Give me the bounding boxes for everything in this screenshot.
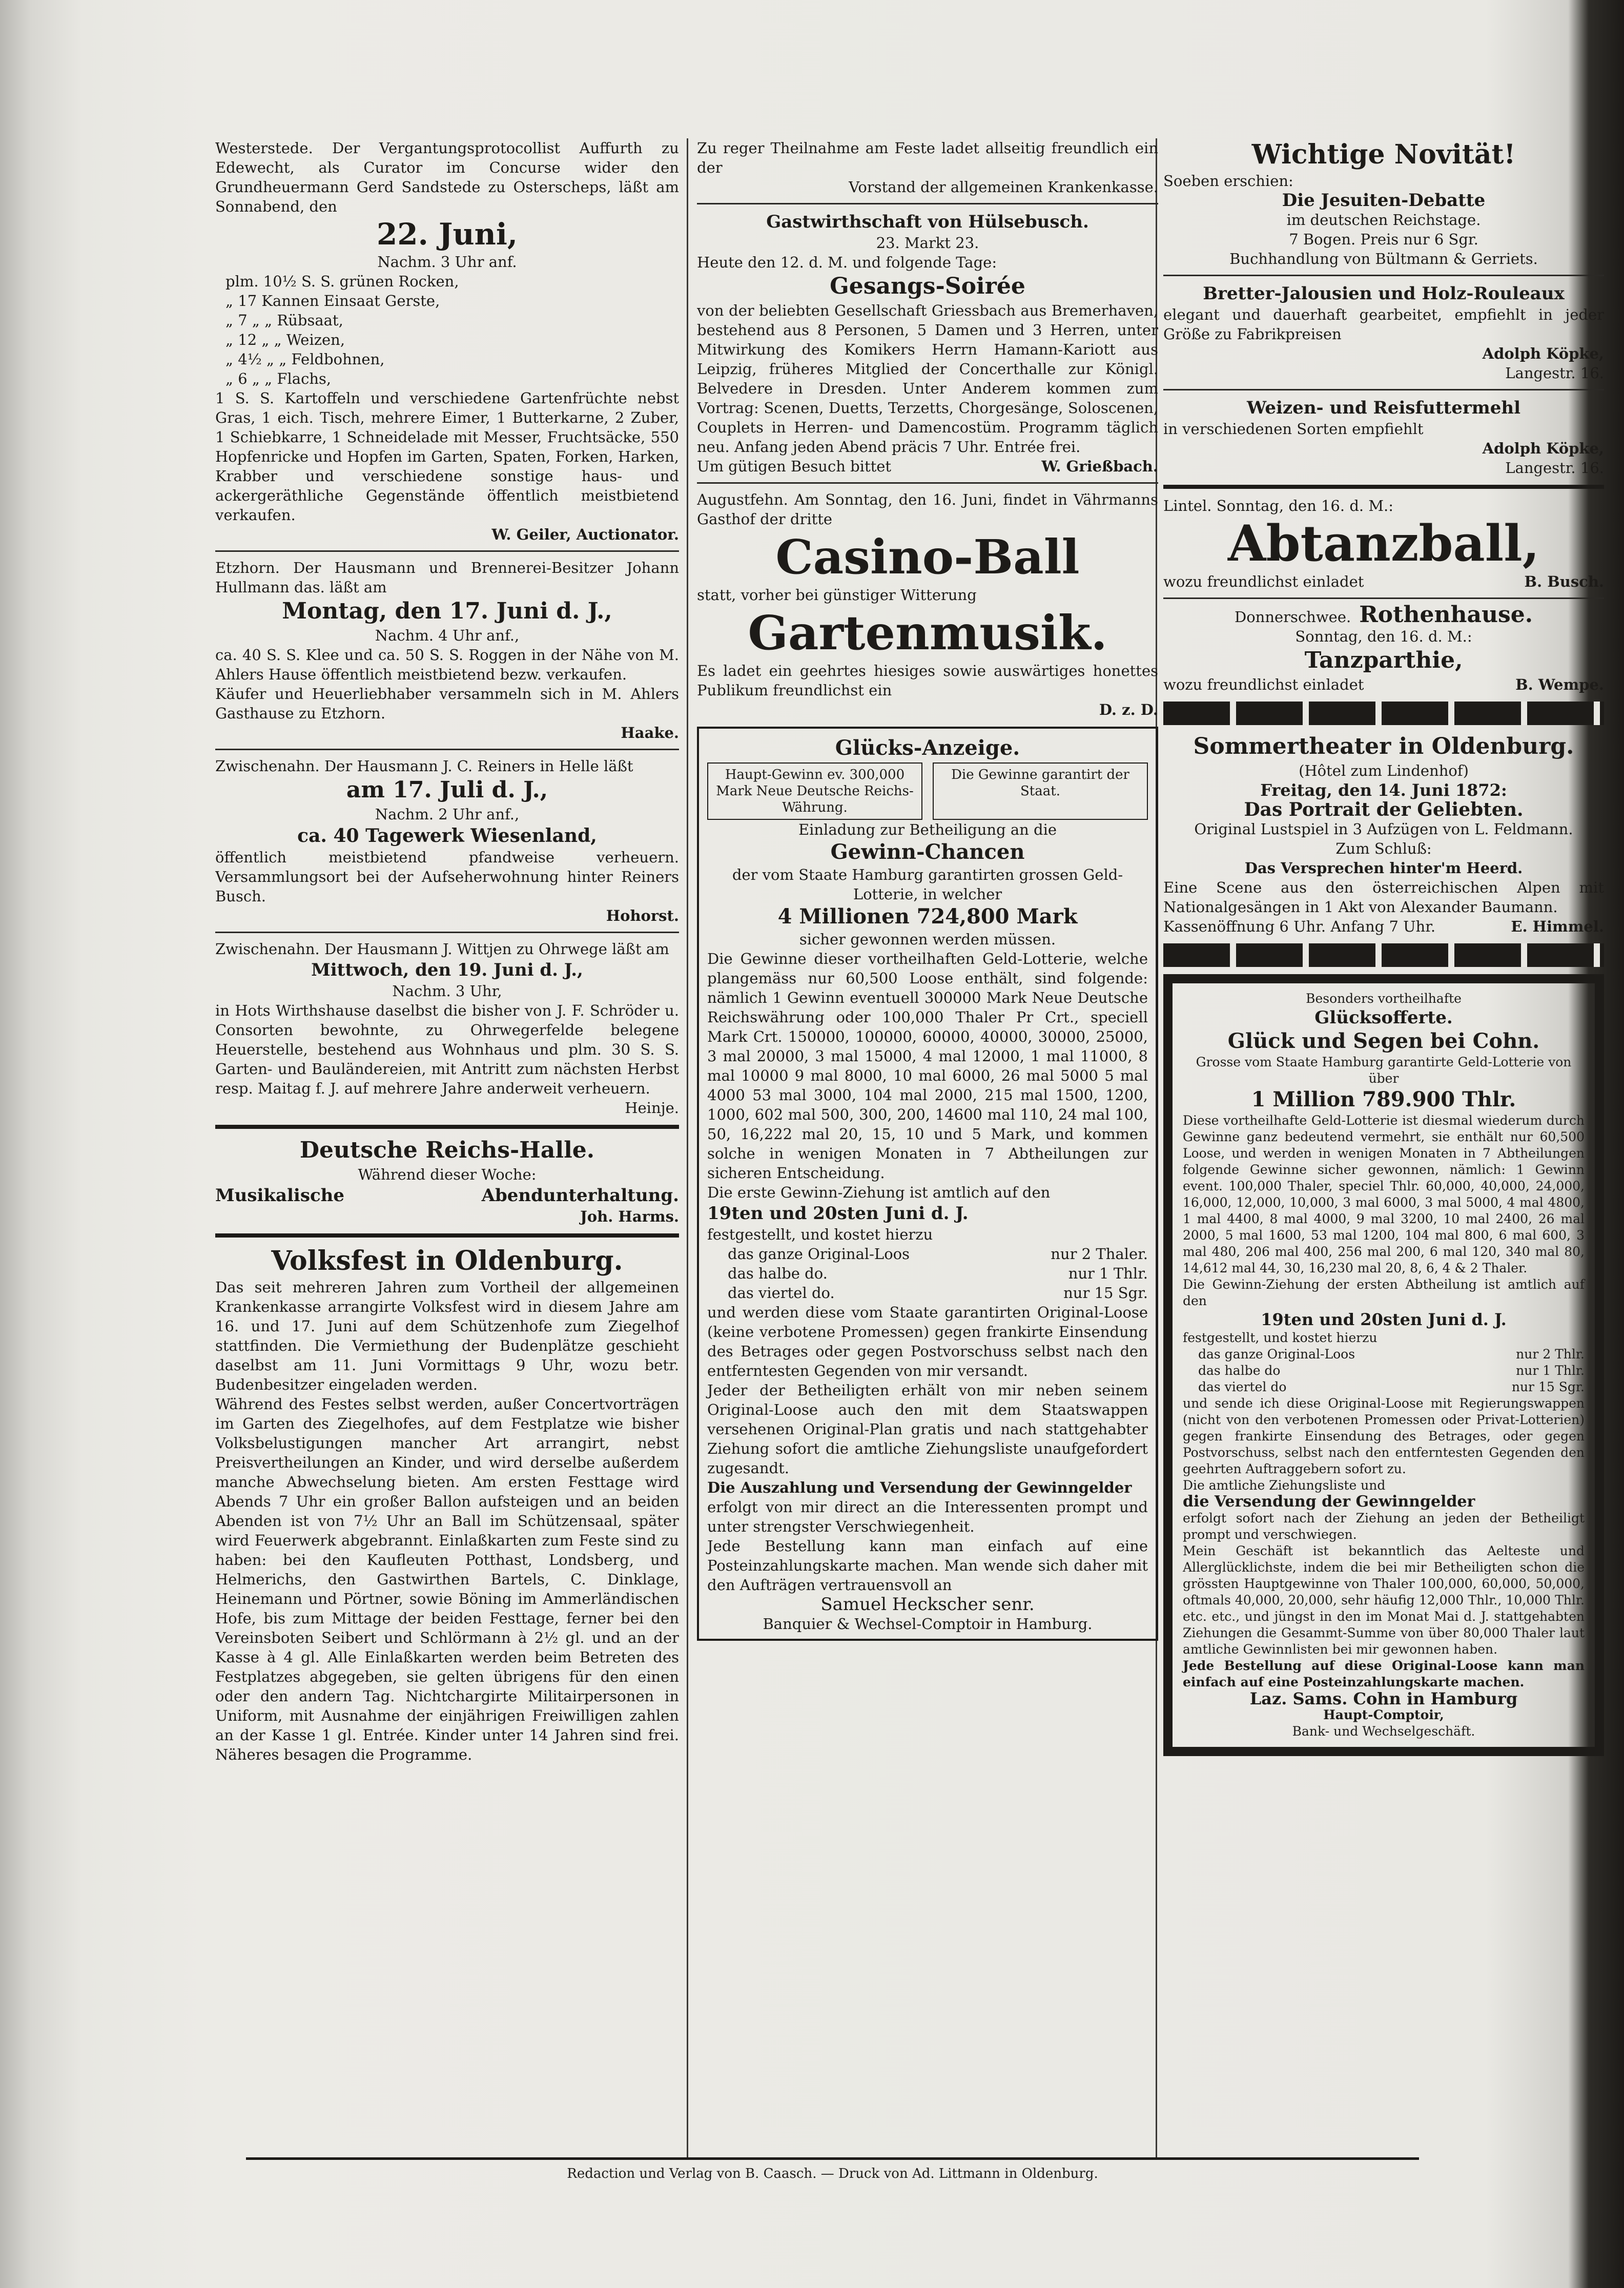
rothenhause-ad (1163, 602, 1604, 694)
ad-signature: Heinje. (625, 1099, 679, 1117)
ad-date: Sonntag, den 16. d. M.: (1295, 628, 1472, 645)
column-3 (1163, 138, 1604, 2155)
list-item: „ 4½ „ „ Feldbohnen, (225, 351, 385, 368)
list-item: „ 6 „ „ Flachs, (225, 370, 332, 387)
ad-intro: Heute den 12. d. M. und folgende Tage: (697, 254, 997, 271)
price-value: nur 15 Sgr. (1511, 1379, 1585, 1394)
lottery-ad-heckscher (697, 727, 1158, 1641)
ad-signature: W. Grießbach. (1041, 458, 1158, 475)
column-1 (215, 138, 679, 2155)
ad-body: Die Gewinn-Ziehung der ersten Abtheilung ist amtlich auf den (1183, 1277, 1585, 1308)
ad-body: erfolgt von mir direct an die Interessenten prompt und unter strengster Verschwiegenheit. (707, 1498, 1148, 1535)
ad-headline: Gesangs-Soirée (830, 273, 1025, 299)
divider (215, 1125, 679, 1129)
divider (1163, 597, 1604, 599)
ad-body: Die Auszahlung und Versendung der Gewinngelder (707, 1479, 1132, 1496)
ad-body: Während des Festes selbst werden, außer Concertvorträgen im Garten des Ziegelhofes, auf dem Festplatze wie bisher Volksbelustigungen mancher Art arrangirt, nebst Preisvertheilungen an Kinder, und wird derselbe außerdem manche Abwechselung bieten. Am ersten Festtage wird Abends 7 Uhr ein großer Ballon aufsteigen und an beiden Abenden ist von 7½ Uhr an Ball im Schützensaal, später wird Feuerwerk abgebrannt. Einlaßkarten zum Feste sind zu haben: bei den Kaufleuten Potthast, Londsberg, und Helmerichs, den Gastwirthen Bartels, C. Dinklage, Heinemann und Pörtner, sowie Böning im Ammerländischen Hofe, bis zum Mittage der beiden Festtage, ferner bei den Vereinsboten Seibert und Schlörmann à 2½ gl. und an der Kasse à 4 gl. Alle Einlaßkarten werden beim Betreten des Festplatzes abgegeben, sie gelten übrigens für den einen oder den andern Tag. Nichtchargirte Militairpersonen in Uniform, mit Ausnahme der einjährigen Freiwilligen zahlen an der Kasse 1 gl. Entrée. Kinder unter 14 Jahren sind frei. Näheres besagen die Programme. (215, 1395, 679, 1763)
ad-headline: Gewinn-Chancen (830, 840, 1025, 864)
ad-play: Das Versprechen hinter'm Heerd. (1244, 859, 1523, 877)
price-row (707, 1244, 1148, 1264)
ad-headline: Gartenmusik. (748, 605, 1107, 661)
augustfehn-ad (697, 490, 1158, 719)
price-label: das ganze Original-Loos (728, 1245, 910, 1263)
ad-date: 22. Juni, (376, 217, 518, 252)
ad-date: Mittwoch, den 19. Juni d. J., (311, 960, 583, 980)
divider (1163, 485, 1604, 489)
ad-signature-row (1163, 675, 1604, 694)
info-boxes (707, 762, 1148, 820)
price-label: das viertel do. (728, 1284, 835, 1302)
ad-body: die Versendung der Gewinngelder (1183, 1493, 1475, 1511)
ad-signature: Laz. Sams. Cohn in Hamburg (1249, 1689, 1518, 1708)
price-label: das halbe do (1198, 1363, 1281, 1378)
ad-headline: Tanzparthie, (1304, 647, 1463, 673)
price-row (707, 1264, 1148, 1283)
ad-body: und sende ich diese Original-Loose mit Regierungswappen (nicht von den verbotenen Promessen oder Privat-Lotterien) gegen frankirte Einsendung des Betrages, oder gegen Postvorschuss, selbst nach den entferntesten Gegenden den geehrten Auftraggebern sofort zu. (1183, 1396, 1585, 1476)
ad-body: Mein Geschäft ist bekanntlich das Aelteste und Allerglücklichste, indem die bei mir Betheiligten schon die grössten Hauptgewinne von Thaler 100,000, 60,000, 50,000, oftmals 40,000, 20,000, sehr häufig 12,000 Thlr., 10,000 Thlr. etc. etc., und jüngst in den im Monat Mai d. J. stattgehabten Ziehungen die Gesammt-Summe von über 80,000 Thaler laut amtliche Gewinnlisten bei mir gewonnen haben. (1183, 1543, 1585, 1657)
volksfest-invite (697, 138, 1158, 197)
price-value: nur 1 Thlr. (1516, 1363, 1585, 1378)
huelsebusch-ad (697, 211, 1158, 476)
ad-signature-row (1163, 572, 1604, 591)
auction-zwischenahn-1 (215, 756, 679, 925)
ad-date: 19ten und 20sten Juni d. J. (707, 1203, 969, 1224)
ad-text: Zu reger Theilnahme am Feste ladet allseitig freundlich ein der (697, 139, 1158, 176)
ad-time: Nachm. 3 Uhr anf. (377, 253, 517, 271)
price-value: nur 15 Sgr. (1063, 1284, 1148, 1302)
ad-body: 1 S. S. Kartoffeln und verschiedene Gartenfrüchte nebst Gras, 1 eich. Tisch, mehrere Eimer, 1 Butterkarne, 2 Zuber, 1 Schiebkarre, 1 Schneidelade mit Messer, Fruchtsäcke, 550 Hopfenricke und Hopfen im Garten, Spaten, Forken, Harken, Krabber und verschiedene sonstige haus- und ackergeräthliche Gegenstände öffentlich meistbietend verkaufen. (215, 389, 679, 524)
abtanzball-ad (1163, 496, 1604, 591)
price-row (1183, 1346, 1585, 1363)
ad-sub: Grosse vom Staate Hamburg garantirte Geld-Lotterie von über (1196, 1055, 1572, 1086)
futtermehl-ad (1163, 397, 1604, 478)
ad-signature: Adolph Köpke, (1482, 345, 1604, 362)
ad-amount: 4 Millionen 724,800 Mark (777, 904, 1078, 929)
ad-item: ca. 40 Tagewerk Wiesenland, (297, 825, 597, 847)
divider (1163, 275, 1604, 276)
ad-text: Zwischenahn. Der Hausmann J. C. Reiners in Helle läßt (215, 757, 633, 775)
ad-body: in verschiedenen Sorten empfiehlt (1163, 420, 1424, 438)
sommertheater-ad (1163, 732, 1604, 936)
ad-title: Bretter-Jalousien und Holz-Rouleaux (1203, 283, 1565, 304)
ad-signature: Haupt-Comptoir, (1323, 1707, 1444, 1722)
ad-sub: Zum Schluß: (1335, 840, 1432, 857)
ad-signature: W. Geiler, Auctionator. (491, 526, 679, 543)
ad-body: Jede Bestellung kann man einfach auf eine Posteinzahlungskarte machen. Man wende sich daher mit den Aufträgen vertrauensvoll an (707, 1537, 1148, 1594)
ad-text: Westerstede. Der Vergantungsprotocollist Auffurth zu Edewecht, als Curator im Concurse wider den Grundheuermann Gerd Sandstede zu Osterscheps, läßt am Sonnabend, den (215, 139, 679, 215)
ad-title: Wichtige Novität! (1251, 139, 1516, 170)
ad-body: Die amtliche Ziehungsliste und (1183, 1478, 1386, 1493)
ad-body: ca. 40 S. S. Klee und ca. 50 S. S. Roggen in der Nähe von M. Ahlers Hause öffentlich meistbietend bezw. verkaufen. (215, 646, 679, 683)
ad-title: Gastwirthschaft von Hülsebusch. (766, 212, 1089, 232)
volksfest-ad (215, 1245, 679, 1764)
ad-signature: Vorstand der allgemeinen Krankenkasse. (849, 178, 1158, 196)
ad-time: Nachm. 3 Uhr, (392, 982, 502, 1000)
ad-time: Nachm. 2 Uhr anf., (375, 806, 520, 823)
ad-intro: Einladung zur Betheiligung an die (798, 821, 1057, 838)
ornamental-border (1163, 702, 1604, 725)
price-row (707, 1283, 1148, 1303)
ad-body: festgestellt, und kostet hierzu (1183, 1330, 1378, 1345)
jalousien-ad (1163, 282, 1604, 383)
ad-title: Weizen- und Reisfuttermehl (1246, 398, 1521, 418)
ad-body: Jede Bestellung auf diese Original-Loose kann man einfach auf eine Posteinzahlungskarte machen. (1183, 1658, 1585, 1689)
ad-body: elegant und dauerhaft gearbeitet, empfiehlt in jeder Größe zu Fabrikpreisen (1163, 306, 1604, 343)
ad-book-sub: im deutschen Reichstage. (1286, 211, 1481, 229)
lottery-ad-cohn (1163, 974, 1604, 1756)
ad-signature: Adolph Köpke, (1482, 440, 1604, 457)
ad-body: Eine Scene aus den österreichischen Alpen mit Nationalgesängen in 1 Akt von Alexander Baumann. (1163, 879, 1604, 916)
ad-body: erfolgt sofort nach der Ziehung an jeden der Betheiligt prompt und verschwiegen. (1183, 1511, 1585, 1542)
ad-sub: der vom Staate Hamburg garantirten grossen Geld-Lotterie, in welcher (732, 866, 1123, 903)
ad-sub: (Hôtel zum Lindenhof) (1299, 762, 1469, 779)
ad-body: in Hots Wirthshause daselbst die bisher von J. F. Schröder u. Consorten bewohnte, zu Ohrwegerfelde belegene Heuerstelle, bestehend aus Wohnhaus und plm. 30 S. S. Garten- und Bauländereien, mit Antritt zum nächsten Herbst resp. Maitag f. J. auf mehrere Jahre anderweit verheuern. (215, 1002, 679, 1097)
ad-headline (215, 1184, 679, 1207)
ad-body: Käufer und Heuerliebhaber versammeln sich in M. Ahlers Gasthause zu Etzhorn. (215, 685, 679, 722)
ad-invite: wozu freundlichst einladet (1163, 676, 1364, 693)
ad-address: Langestr. 16. (1505, 459, 1604, 477)
ad-book: Die Jesuiten-Debatte (1282, 190, 1486, 211)
ad-text: Augustfehn. Am Sonntag, den 16. Juni, findet in Vährmanns Gasthof der dritte (697, 491, 1158, 528)
ad-signature: Samuel Heckscher senr. (820, 1594, 1035, 1615)
divider (697, 203, 1158, 204)
ad-subtitle: Während dieser Woche: (358, 1166, 537, 1183)
ad-title: Glücks-Anzeige. (835, 736, 1020, 760)
column-rule-1 (687, 138, 688, 2157)
ad-headline: Casino-Ball (775, 529, 1080, 585)
ad-body: Jeder der Betheiligten erhält von mir neben seinem Original-Loose auch den mit dem Staatswappen versehenen Original-Plan gratis und nach stattgehabter Ziehung sofort die amtliche Ziehungsliste unaufgefordert zugesandt. (707, 1382, 1148, 1477)
divider (215, 932, 679, 933)
column-2 (697, 138, 1158, 2155)
ad-body: festgestellt, und kostet hierzu (707, 1226, 933, 1243)
list-item: „ 12 „ „ Weizen, (225, 331, 345, 348)
info-box: Die Gewinne garantirt der Staat. (933, 762, 1148, 820)
ad-price: 7 Bogen. Preis nur 6 Sgr. (1289, 231, 1478, 248)
ad-text: Etzhorn. Der Hausmann und Brennerei-Besitzer Johann Hullmann das. läßt am (215, 559, 679, 596)
ad-date: am 17. Juli d. J., (346, 777, 548, 803)
auction-etzhorn (215, 558, 679, 743)
ad-headline-right: Abendunterhaltung. (481, 1185, 679, 1206)
ad-body: Die Gewinne dieser vortheilhaften Geld-Lotterie, welche plangemäss nur 60,500 Loose enthält, sind folgende: nämlich 1 Gewinn eventuell 300000 Mark Neue Deutsche Reichswährung oder 100,000 Thaler Pr Crt., speciell Mark Crt. 150000, 100000, 60000, 40000, 30000, 25000, 3 mal 20000, 3 mal 15000, 4 mal 12000, 1 mal 11000, 8 mal 10000 9 mal 8000, 10 mal 6000, 26 mal 5000 5 mal 4000 53 mal 3000, 104 mal 2000, 215 mal 1500, 1200, 1000, 602 mal 500, 300, 200, 14600 mal 110, 24 mal 100, 50, 16,222 mal 20, 15, 10 und 5 Mark, und kommen solche in wenigen Monaten in 7 Abtheilungen zur sicheren Entscheidung. (707, 950, 1148, 1182)
ad-signature-row (697, 457, 1158, 476)
ad-signature: B. Busch. (1524, 573, 1604, 590)
ad-signature: D. z. D. (1099, 701, 1158, 718)
ornamental-border (1163, 943, 1604, 967)
ad-body: und werden diese vom Staate garantirten Original-Loose (keine verbotene Promessen) gegen frankirte Einsendung des Betrages oder gegen Postvorschuss selbst nach den entferntesten Gegenden von mir versandt. (707, 1304, 1148, 1379)
ad-date: Montag, den 17. Juni d. J., (282, 598, 612, 624)
price-row (1183, 1379, 1585, 1395)
ad-body: von der beliebten Gesellschaft Griessbach aus Bremerhaven, bestehend aus 8 Personen, 5 Damen und 3 Herren, unter Mitwirkung des Komikers Herrn Hamann-Kariott aus Leipzig, früheres Mitglied der Concerthalle zur Königl. Belvedere in Dresden. Unter Anderem kommen zum Vortrag: Scenen, Duetts, Terzetts, Chorgesänge, Soloscenen, Couplets in Herren- und Damencostüm. Programm täglich neu. Anfang jeden Abend präcis 7 Uhr. Entrée frei. (697, 302, 1158, 456)
ad-sub: Soeben erschien: (1163, 172, 1293, 190)
item-list (215, 272, 679, 388)
list-item: plm. 10½ S. S. grünen Rocken, (225, 273, 459, 290)
ad-title: Deutsche Reichs-Halle. (299, 1137, 595, 1163)
info-box: Haupt-Gewinn ev. 300,000 Mark Neue Deutsche Reichs-Währung. (707, 762, 922, 820)
ad-address: Langestr. 16. (1505, 364, 1604, 382)
ad-title: Volksfest in Oldenburg. (271, 1245, 623, 1276)
ad-place: Donnerschwee. (1234, 608, 1351, 626)
price-label: das halbe do. (728, 1265, 828, 1282)
ad-invite: wozu freundlichst einladet (1163, 573, 1364, 590)
ad-body: Diese vortheilhafte Geld-Lotterie ist diesmal wiederum durch Gewinne ganz bedeutend vermehrt, sie enthält nur 60,500 Loose, und werden in wenigen Monaten in 7 Abtheilungen folgende Gewinne sicher gewonnen, nämlich: 1 Gewinn event. 100,000 Thaler, speciel Thlr. 60,000, 40,000, 24,000, 16,000, 12,000, 10,000, 3 mal 6000, 3 mal 5000, 4 mal 4800, 1 mal 4400, 8 mal 4000, 9 mal 3200, 10 mal 2400, 26 mal 2000, 5 mal 1600, 53 mal 1200, 104 mal 800, 6 mal 600, 3 mal 480, 206 mal 400, 256 mal 200, 6 mal 120, 340 mal 80, 14,612 mal 44, 30, 16,230 mal 20, 8, 6, 4 & 2 Thaler. (1183, 1113, 1585, 1275)
ad-signature: B. Wempe. (1515, 676, 1604, 693)
ad-title: Sommertheater in Oldenburg. (1193, 733, 1574, 759)
price-row (1183, 1363, 1585, 1379)
price-value: nur 2 Thaler. (1051, 1245, 1148, 1263)
ad-body: Die erste Gewinn-Ziehung ist amtlich auf den (707, 1184, 1051, 1201)
ad-time: Nachm. 4 Uhr anf., (375, 627, 520, 644)
auction-zwischenahn-2 (215, 939, 679, 1118)
ad-text: statt, vorher bei günstiger Witterung (697, 586, 977, 604)
auction-westerstede (215, 138, 679, 544)
list-item: „ 17 Kannen Einsaat Gerste, (225, 292, 440, 310)
ad-body: Das seit mehreren Jahren zum Vortheil der allgemeinen Krankenkasse arrangirte Volksfest wird in diesem Jahre am 16. und 17. Juni auf dem Schützenhofe zum Ziegelhof stattfinden. Die Vermiethung der Budenplätze geschieht daselbst am 11. Juni Vormittags 9 Uhr, wozu betr. Budenbesitzer eingeladen werden. (215, 1279, 679, 1393)
ad-address: 23. Markt 23. (876, 234, 979, 252)
imprint-footer: Redaction und Verlag von B. Caasch. — Druck von Ad. Littmann in Oldenburg. (246, 2157, 1419, 2181)
ad-signature: E. Himmel. (1511, 918, 1604, 935)
ad-play-sub: Original Lustspiel in 3 Aufzügen von L. Feldmann. (1194, 820, 1573, 838)
ad-date: 19ten und 20sten Juni d. J. (1261, 1310, 1507, 1329)
novitaet-ad (1163, 138, 1604, 269)
ad-headline-left: Musikalische (215, 1185, 345, 1206)
ad-signature: Hohorst. (606, 907, 679, 924)
price-value: nur 1 Thlr. (1068, 1265, 1148, 1282)
divider (215, 749, 679, 750)
ad-play: Das Portrait der Geliebten. (1244, 799, 1524, 820)
ad-text: Lintel. Sonntag, den 16. d. M.: (1163, 497, 1394, 514)
ad-signature-row (1163, 917, 1604, 936)
divider (1163, 389, 1604, 390)
price-label: das viertel do (1198, 1379, 1287, 1394)
ad-headline: Abtanzball, (1227, 514, 1540, 572)
divider (697, 482, 1158, 484)
ad-signature: Haake. (621, 724, 679, 741)
ad-headline: Glück und Segen bei Cohn. (1227, 1029, 1540, 1053)
ad-body: öffentlich meistbietend pfandweise verheuern. Versammlungsort bei der Aufseherwohnung hinter Reiners Busch. (215, 849, 679, 905)
price-label: das ganze Original-Loos (1198, 1347, 1355, 1362)
ad-signature: Bank- und Wechselgeschäft. (1292, 1724, 1475, 1739)
ad-title: Rothenhause. (1359, 602, 1533, 628)
ad-sub: sicher gewonnen werden müssen. (799, 931, 1056, 948)
ad-amount: 1 Million 789.900 Thlr. (1251, 1087, 1516, 1111)
ad-header (1163, 602, 1604, 628)
ad-date: Freitag, den 14. Juni 1872: (1260, 780, 1507, 800)
ad-signature-label: Um gütigen Besuch bittet (697, 458, 892, 475)
ad-signature: Buchhandlung von Bültmann & Gerriets. (1229, 250, 1538, 267)
divider (215, 550, 679, 552)
ad-times: Kassenöffnung 6 Uhr. Anfang 7 Uhr. (1163, 918, 1436, 935)
ad-signature: Joh. Harms. (580, 1208, 679, 1225)
ad-pre: Besonders vortheilhafte (1306, 991, 1462, 1006)
divider (215, 1233, 679, 1238)
ad-signature: Banquier & Wechsel-Comptoir in Hamburg. (763, 1615, 1093, 1633)
ad-text: Zwischenahn. Der Hausmann J. Wittjen zu Ohrwege läßt am (215, 940, 669, 958)
list-item: „ 7 „ „ Rübsaat, (225, 312, 343, 329)
price-value: nur 2 Thlr. (1516, 1347, 1585, 1362)
ad-title: Glücksofferte. (1314, 1007, 1453, 1028)
ad-body: Es ladet ein geehrtes hiesiges sowie auswärtiges honettes Publikum freundlichst ein (697, 662, 1158, 699)
reichshalle-ad (215, 1136, 679, 1226)
